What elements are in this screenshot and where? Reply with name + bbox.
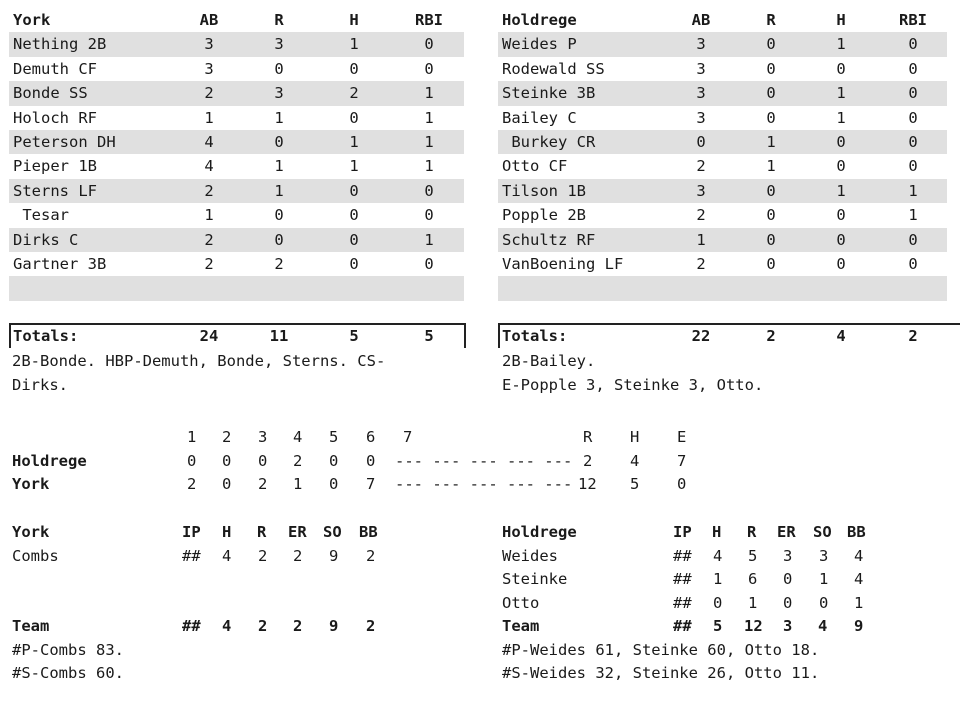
york-batting-table — [9, 8, 464, 301]
col-rbi: RBI — [415, 11, 443, 29]
col-ip: IP — [182, 523, 201, 541]
team-total-label: Team — [502, 617, 540, 635]
york-batting-header — [9, 8, 464, 32]
totals-h: 5 — [349, 327, 359, 345]
batter-name: Bailey C — [502, 108, 577, 127]
pitcher-bb: 2 — [366, 546, 376, 565]
batter-r: 0 — [766, 181, 776, 200]
pitcher-ip: ## — [673, 593, 692, 612]
team-total-bb: 2 — [366, 617, 376, 635]
team-label: York — [12, 523, 50, 541]
batter-rbi: 0 — [908, 35, 918, 54]
pitcher-so: 0 — [819, 593, 829, 612]
batter-row — [498, 32, 947, 56]
pitcher-name: Steinke — [502, 570, 568, 588]
batter-name: Sterns LF — [13, 181, 97, 200]
linescore-team-name: York — [12, 475, 50, 493]
linescore — [0, 428, 973, 500]
holdrege-batting-table — [498, 8, 947, 301]
holdrege-pitching-header — [490, 521, 970, 545]
batter-rbi: 0 — [908, 230, 918, 249]
batter-r: 0 — [766, 59, 776, 78]
batter-rbi: 0 — [908, 59, 918, 78]
pitcher-er: 2 — [293, 546, 303, 565]
pitcher-h: 0 — [713, 593, 723, 612]
linescore-inning-score: 7 — [366, 475, 376, 493]
batter-row — [9, 154, 464, 178]
pitcher-bb: 4 — [854, 546, 864, 565]
batter-h: 2 — [349, 84, 359, 103]
linescore-errors: 0 — [677, 475, 687, 493]
batter-h: 0 — [349, 206, 359, 225]
pitcher-h: 4 — [222, 546, 232, 565]
batter-r: 0 — [766, 108, 776, 127]
batter-ab: 1 — [204, 108, 214, 127]
pitcher-name: Weides — [502, 546, 558, 565]
team-total-r: 12 — [744, 617, 763, 635]
col-h: H — [349, 11, 359, 29]
batter-rbi: 1 — [908, 181, 918, 200]
batter-r: 1 — [766, 157, 776, 176]
spacer-row — [0, 592, 480, 616]
team-total-h: 4 — [222, 617, 232, 635]
strikes-count: #S-Weides 32, Steinke 26, Otto 11. — [502, 664, 820, 682]
batter-r: 0 — [274, 230, 284, 249]
linescore-inning-score: 0 — [329, 475, 339, 493]
col-so: SO — [813, 523, 832, 541]
batter-ab: 2 — [204, 181, 214, 200]
batter-r: 2 — [274, 254, 284, 273]
strikes-line — [0, 662, 480, 686]
batter-ab: 0 — [696, 132, 706, 151]
pitcher-name: Combs — [12, 546, 59, 565]
totals-rbi: 5 — [424, 327, 434, 345]
batter-h: 1 — [836, 108, 846, 127]
batter-r: 1 — [274, 181, 284, 200]
team-total-ip: ## — [182, 617, 201, 635]
spacer-row — [0, 568, 480, 592]
pitcher-r: 2 — [258, 546, 268, 565]
batter-row — [498, 203, 947, 227]
col-h: H — [222, 523, 232, 541]
linescore-inning-score: 0 — [258, 452, 268, 470]
batter-h: 0 — [836, 157, 846, 176]
pitcher-so: 3 — [819, 546, 829, 565]
empty-row — [9, 276, 464, 300]
batter-r: 3 — [274, 35, 284, 54]
inning-6-header: 6 — [366, 428, 376, 446]
batter-name: VanBoening LF — [502, 254, 624, 273]
batter-ab: 3 — [204, 35, 214, 54]
batter-r: 0 — [766, 230, 776, 249]
batter-r: 0 — [766, 35, 776, 54]
batter-name: Peterson DH — [13, 132, 116, 151]
batter-ab: 4 — [204, 132, 214, 151]
batter-rbi: 1 — [424, 84, 434, 103]
pitcher-row — [490, 568, 970, 592]
batter-h: 1 — [349, 132, 359, 151]
col-ab: AB — [199, 11, 219, 29]
linescore-filler: --- --- --- --- --- — [395, 475, 573, 493]
batter-name: Gartner 3B — [13, 254, 107, 273]
york-totals-row — [9, 323, 466, 348]
pitch-count-line — [0, 639, 480, 663]
team-total-r: 2 — [258, 617, 268, 635]
pitcher-so: 1 — [819, 570, 829, 588]
totals-h: 4 — [836, 327, 846, 345]
totals-label: Totals: — [502, 327, 568, 345]
holdrege-batting-notes: 2B-Bailey. E-Popple 3, Steinke 3, Otto. — [502, 352, 764, 394]
batter-h: 0 — [836, 230, 846, 249]
batter-h: 1 — [349, 35, 359, 54]
pitching-team-total-row — [0, 615, 480, 639]
batter-name: Pieper 1B — [13, 157, 97, 176]
linescore-hits: 5 — [630, 475, 640, 493]
pitcher-r: 1 — [748, 593, 758, 612]
batter-rbi: 0 — [424, 181, 434, 200]
batter-r: 0 — [274, 132, 284, 151]
col-h: H — [836, 11, 846, 29]
col-bb: BB — [359, 523, 378, 541]
inning-1-header: 1 — [187, 428, 197, 446]
batter-ab: 2 — [204, 84, 214, 103]
linescore-inning-score: 0 — [187, 452, 197, 470]
pitcher-row — [490, 545, 970, 569]
col-rbi: RBI — [899, 11, 927, 29]
col-er: ER — [288, 523, 307, 541]
pitcher-er: 3 — [783, 546, 793, 565]
errors-header: E — [677, 428, 687, 446]
batter-ab: 3 — [696, 108, 706, 127]
batter-r: 0 — [766, 254, 776, 273]
col-r: R — [274, 11, 284, 29]
pitching-team-total-row — [490, 615, 970, 639]
batter-rbi: 0 — [908, 157, 918, 176]
pitcher-name: Otto — [502, 593, 540, 612]
york-batting-notes: 2B-Bonde. HBP-Demuth, Bonde, Sterns. CS- Dirks. — [12, 352, 386, 394]
linescore-hits: 4 — [630, 452, 640, 470]
batter-name: Burkey CR — [502, 132, 596, 151]
linescore-runs: 2 — [583, 452, 593, 470]
linescore-inning-score: 2 — [293, 452, 303, 470]
batter-h: 1 — [349, 157, 359, 176]
batter-h: 0 — [349, 181, 359, 200]
batter-row — [498, 179, 947, 203]
hits-header: H — [630, 428, 640, 446]
totals-label: Totals: — [13, 327, 79, 345]
batter-rbi: 1 — [424, 108, 434, 127]
batter-r: 0 — [274, 206, 284, 225]
col-ip: IP — [673, 523, 692, 541]
pitcher-bb: 1 — [854, 593, 864, 612]
batter-ab: 3 — [204, 59, 214, 78]
batter-h: 0 — [349, 254, 359, 273]
batter-h: 0 — [836, 206, 846, 225]
totals-ab: 22 — [691, 327, 711, 345]
batter-row — [9, 179, 464, 203]
batter-row — [9, 252, 464, 276]
batter-name: Nething 2B — [13, 35, 107, 54]
batter-r: 1 — [274, 108, 284, 127]
pitcher-ip: ## — [673, 546, 692, 565]
linescore-filler: --- --- --- --- --- — [395, 452, 573, 470]
pitch-count: #P-Combs 83. — [12, 640, 124, 659]
batter-row — [498, 57, 947, 81]
linescore-inning-score: 0 — [222, 452, 232, 470]
batter-r: 1 — [274, 157, 284, 176]
batter-rbi: 1 — [424, 157, 434, 176]
batter-h: 0 — [349, 230, 359, 249]
col-r: R — [747, 523, 757, 541]
batter-r: 0 — [766, 206, 776, 225]
batter-row — [498, 106, 947, 130]
totals-rbi: 2 — [908, 327, 918, 345]
linescore-inning-score: 0 — [366, 452, 376, 470]
col-so: SO — [323, 523, 342, 541]
batter-rbi: 1 — [424, 230, 434, 249]
batter-h: 1 — [836, 181, 846, 200]
batter-row — [9, 57, 464, 81]
batter-name: Weides P — [502, 35, 577, 54]
pitcher-ip: ## — [182, 546, 201, 565]
team-label: York — [13, 11, 51, 29]
batter-r: 3 — [274, 84, 284, 103]
batter-r: 0 — [766, 84, 776, 103]
pitcher-r: 6 — [748, 570, 758, 588]
batter-r: 0 — [274, 59, 284, 78]
batter-row — [9, 228, 464, 252]
batter-rbi: 0 — [424, 35, 434, 54]
pitcher-h: 4 — [713, 546, 723, 565]
team-total-bb: 9 — [854, 617, 864, 635]
batter-rbi: 0 — [424, 254, 434, 273]
inning-3-header: 3 — [258, 428, 268, 446]
pitcher-er: 0 — [783, 593, 793, 612]
linescore-inning-score: 2 — [187, 475, 197, 493]
batter-name: Tilson 1B — [502, 181, 586, 200]
team-total-so: 4 — [818, 617, 828, 635]
batter-h: 0 — [836, 132, 846, 151]
batter-row — [498, 81, 947, 105]
pitcher-r: 5 — [748, 546, 758, 565]
strikes-count: #S-Combs 60. — [12, 664, 124, 682]
york-pitching-header — [0, 521, 480, 545]
batter-name: Schultz RF — [502, 230, 596, 249]
pitcher-row — [490, 592, 970, 616]
batter-ab: 2 — [696, 206, 706, 225]
batter-rbi: 0 — [908, 84, 918, 103]
pitcher-er: 0 — [783, 570, 793, 588]
batter-rbi: 0 — [424, 59, 434, 78]
totals-ab: 24 — [199, 327, 219, 345]
team-label: Holdrege — [502, 523, 577, 541]
batter-ab: 1 — [696, 230, 706, 249]
batter-h: 0 — [349, 108, 359, 127]
team-total-er: 3 — [783, 617, 793, 635]
col-h: H — [712, 523, 722, 541]
batter-row — [9, 203, 464, 227]
col-r: R — [257, 523, 267, 541]
batter-name: Tesar — [13, 206, 69, 225]
strikes-line — [490, 662, 970, 686]
col-r: R — [766, 11, 776, 29]
batter-name: Steinke 3B — [502, 84, 596, 103]
holdrege-totals-row — [498, 323, 960, 348]
totals-r: 11 — [269, 327, 289, 345]
batter-h: 1 — [836, 84, 846, 103]
inning-7-header: 7 — [403, 428, 413, 446]
linescore-inning-score: 2 — [258, 475, 268, 493]
inning-4-header: 4 — [293, 428, 303, 446]
team-total-er: 2 — [293, 617, 303, 635]
batter-ab: 2 — [204, 254, 214, 273]
linescore-errors: 7 — [677, 452, 687, 470]
batter-name: Bonde SS — [13, 84, 88, 103]
batter-name: Popple 2B — [502, 206, 586, 225]
team-total-so: 9 — [329, 617, 339, 635]
batter-row — [9, 32, 464, 56]
batter-row — [498, 252, 947, 276]
batter-ab: 3 — [696, 59, 706, 78]
col-er: ER — [777, 523, 796, 541]
batter-name: Demuth CF — [13, 59, 97, 78]
linescore-inning-score: 1 — [293, 475, 303, 493]
batter-rbi: 0 — [908, 132, 918, 151]
holdrege-pitching-table — [490, 521, 970, 686]
col-ab: AB — [691, 11, 711, 29]
linescore-inning-score: 0 — [329, 452, 339, 470]
pitcher-so: 9 — [329, 546, 339, 565]
linescore-team-name: Holdrege — [12, 452, 87, 470]
inning-5-header: 5 — [329, 428, 339, 446]
batter-r: 1 — [766, 132, 776, 151]
batter-name: Holoch RF — [13, 108, 97, 127]
batter-row — [498, 154, 947, 178]
batter-name: Dirks C — [13, 230, 79, 249]
batter-rbi: 1 — [424, 132, 434, 151]
pitcher-bb: 4 — [854, 570, 864, 588]
batter-name: Rodewald SS — [502, 59, 605, 78]
batter-h: 0 — [349, 59, 359, 78]
col-bb: BB — [847, 523, 866, 541]
batter-ab: 4 — [204, 157, 214, 176]
empty-row — [498, 276, 947, 300]
batter-ab: 3 — [696, 84, 706, 103]
pitcher-ip: ## — [673, 570, 692, 588]
batter-rbi: 0 — [908, 254, 918, 273]
batter-row — [9, 106, 464, 130]
batter-row — [9, 81, 464, 105]
linescore-inning-score: 0 — [222, 475, 232, 493]
batter-row — [9, 130, 464, 154]
batter-row — [498, 228, 947, 252]
totals-r: 2 — [766, 327, 776, 345]
holdrege-batting-header — [498, 8, 947, 32]
batter-name: Otto CF — [502, 157, 568, 176]
pitcher-row — [0, 545, 480, 569]
batter-rbi: 1 — [908, 206, 918, 225]
york-pitching-table — [0, 521, 480, 686]
team-total-label: Team — [12, 617, 50, 635]
inning-2-header: 2 — [222, 428, 232, 446]
batter-rbi: 0 — [424, 206, 434, 225]
batter-ab: 3 — [696, 35, 706, 54]
batter-rbi: 0 — [908, 108, 918, 127]
batter-ab: 2 — [696, 157, 706, 176]
team-label: Holdrege — [502, 11, 577, 29]
batter-h: 1 — [836, 35, 846, 54]
runs-header: R — [583, 428, 593, 446]
team-total-ip: ## — [673, 617, 692, 635]
batter-h: 0 — [836, 254, 846, 273]
batter-ab: 1 — [204, 206, 214, 225]
batter-ab: 2 — [204, 230, 214, 249]
team-total-h: 5 — [713, 617, 723, 635]
batter-row — [498, 130, 947, 154]
batter-ab: 2 — [696, 254, 706, 273]
linescore-runs: 12 — [578, 475, 597, 493]
pitcher-h: 1 — [713, 570, 723, 588]
pitch-count-line — [490, 639, 970, 663]
pitch-count: #P-Weides 61, Steinke 60, Otto 18. — [502, 640, 820, 659]
batter-h: 0 — [836, 59, 846, 78]
batter-ab: 3 — [696, 181, 706, 200]
